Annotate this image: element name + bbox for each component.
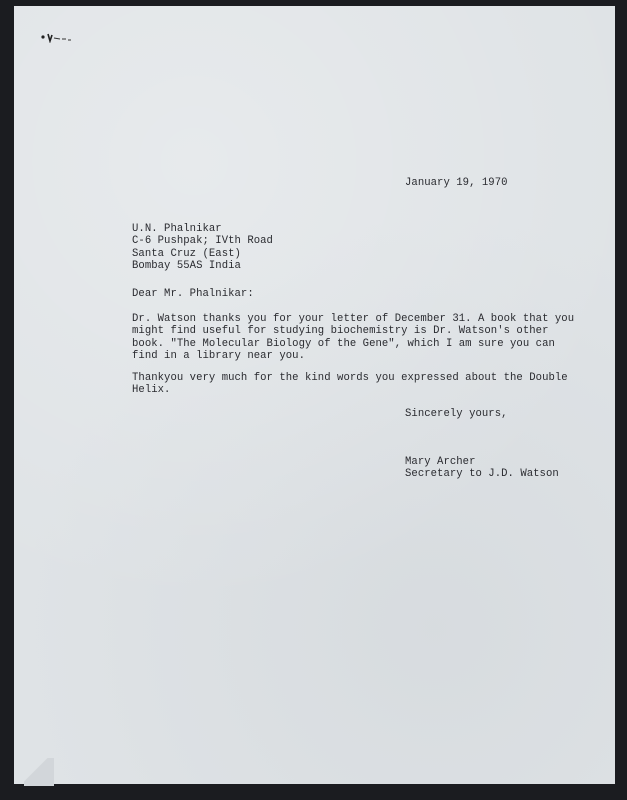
body-line: book. "The Molecular Biology of the Gene", which I am sure you can: [132, 337, 555, 350]
page-corner-fold: [24, 758, 54, 786]
body-line: Helix.: [132, 384, 171, 397]
letter-date: January 19, 1970: [405, 177, 508, 189]
body-line: might find useful for studying biochemistry is Dr. Watson's other: [132, 325, 549, 338]
recipient-address: [132, 223, 273, 272]
address-line: Bombay 55AS India: [132, 259, 241, 272]
signature-block: [405, 456, 559, 481]
body-line: find in a library near you.: [132, 349, 305, 362]
address-line: Santa Cruz (East): [132, 247, 241, 260]
body-line: Thankyou very much for the kind words you expressed about the Double: [132, 372, 568, 384]
signer-name: Mary Archer: [405, 456, 476, 468]
recipient-name: U.N. Phalnikar: [132, 223, 222, 235]
signer-title: Secretary to J.D. Watson: [405, 468, 559, 481]
body-line: Dr. Watson thanks you for your letter of December 31. A book that you: [132, 313, 575, 325]
body-paragraph-2: [132, 372, 568, 397]
address-line: C-6 Pushpak; IVth Road: [132, 235, 273, 248]
letter-page: [14, 6, 615, 784]
ink-mark-icon: [40, 31, 80, 43]
closing: Sincerely yours,: [405, 408, 508, 420]
body-paragraph-1: [132, 313, 574, 362]
salutation: Dear Mr. Phalnikar:: [132, 288, 254, 300]
